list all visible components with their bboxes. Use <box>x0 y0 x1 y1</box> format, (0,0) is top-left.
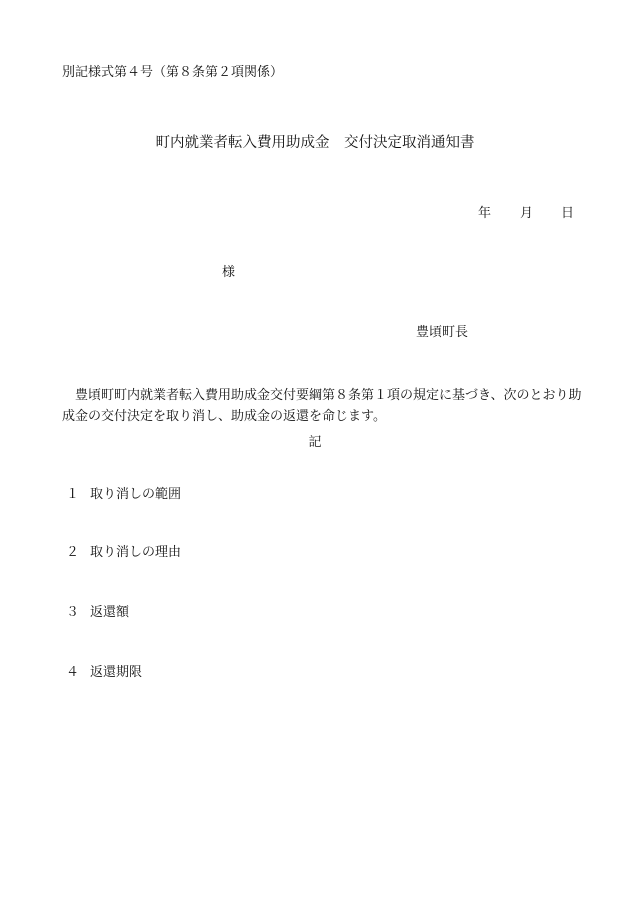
item-number: ３ <box>66 605 80 620</box>
item-number: ４ <box>66 665 80 680</box>
item-label: 返還期限 <box>90 665 143 680</box>
addressee-honorific: 様 <box>222 265 236 280</box>
item-label: 取り消しの理由 <box>90 545 182 560</box>
document-title: 町内就業者転入費用助成金 交付決定取消通知書 <box>155 135 475 151</box>
date-day-label: 日 <box>561 206 575 221</box>
list-item-reason <box>66 546 181 559</box>
item-number: １ <box>66 487 80 502</box>
form-reference: 別記様式第４号（第８条第２項関係） <box>62 65 284 80</box>
list-item-refund-deadline <box>66 666 142 679</box>
issuer-name: 豊頃町長 <box>416 325 469 340</box>
item-number: ２ <box>66 545 80 560</box>
list-item-scope <box>66 488 181 501</box>
body-paragraph: 豊頃町町内就業者転入費用助成金交付要綱第８条第１項の規定に基づき、次のとおり助成金の交付決定を取り消し、助成金の返還を命じます。 <box>62 388 582 424</box>
date-month-label: 月 <box>520 206 534 221</box>
item-label: 取り消しの範囲 <box>90 487 182 502</box>
item-label: 返還額 <box>90 605 130 620</box>
ki-heading: 記 <box>308 435 322 450</box>
list-item-refund-amount <box>66 606 129 619</box>
date-year-label: 年 <box>478 206 492 221</box>
